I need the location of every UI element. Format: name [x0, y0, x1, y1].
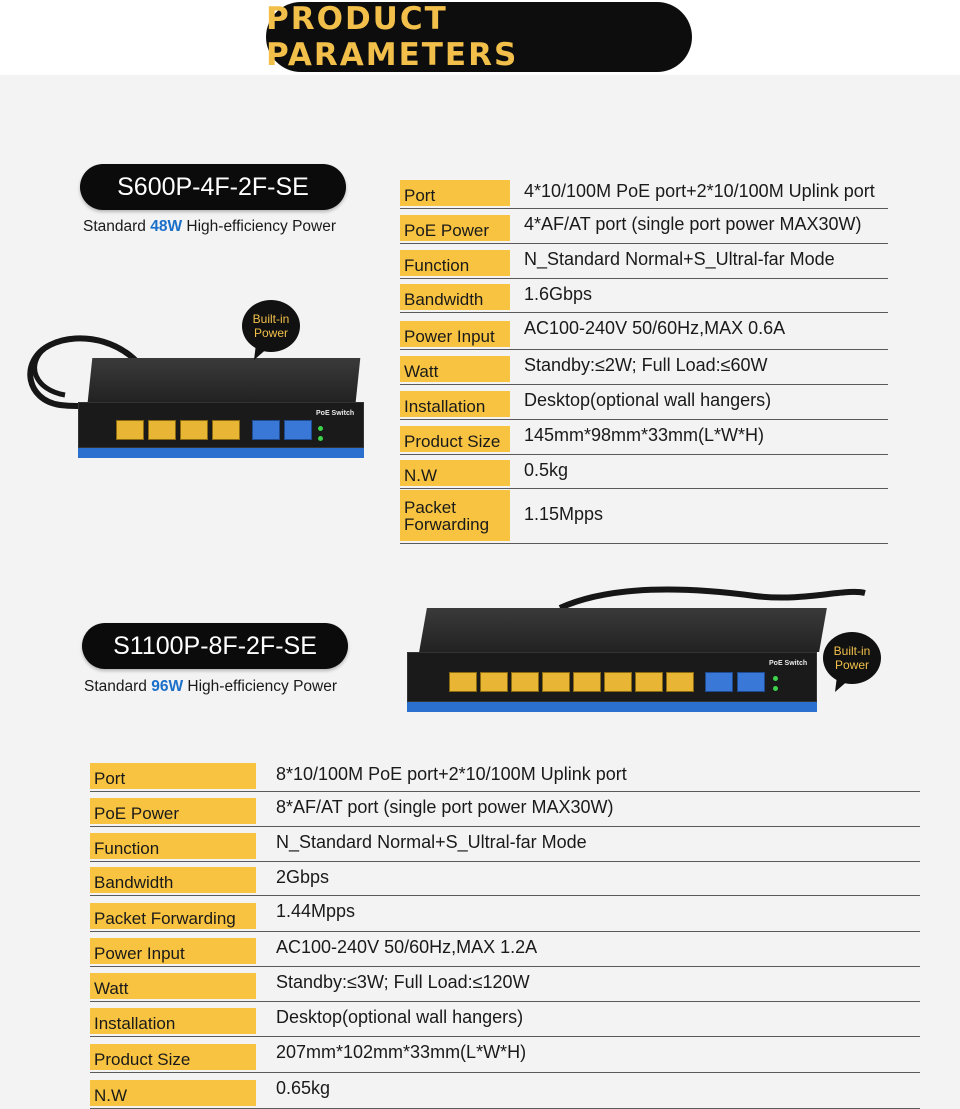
spec-value: 1.6Gbps — [524, 284, 593, 304]
power-subtitle-s1100p — [84, 678, 337, 696]
spec-label: Watt — [90, 973, 256, 999]
poe-port-2 — [480, 672, 508, 692]
poe-port-4 — [542, 672, 570, 692]
switch-base-strip — [407, 702, 817, 712]
switch-image-s1100p — [405, 578, 885, 718]
poe-port-7 — [635, 672, 663, 692]
spec-row — [90, 758, 920, 792]
spec-label: Product Size — [400, 426, 510, 452]
spec-label: Packet Forwarding — [400, 490, 510, 541]
switch-base-strip — [78, 448, 364, 458]
bubble-line-1: Built-in — [252, 312, 290, 326]
spec-label: Watt — [400, 356, 510, 382]
spec-table-s1100p — [90, 758, 920, 1104]
spec-row — [90, 1001, 920, 1037]
watts-value: 96W — [151, 678, 184, 695]
uplink-port-6 — [284, 420, 312, 440]
spec-label: Function — [400, 250, 510, 276]
spec-row — [90, 826, 920, 862]
spec-value: 2Gbps — [276, 867, 330, 887]
spec-label: Port — [90, 763, 256, 789]
led-s-icon — [773, 676, 778, 681]
spec-row — [90, 791, 920, 827]
spec-value: Desktop(optional wall hangers) — [276, 1007, 524, 1027]
spec-label: Packet Forwarding — [90, 903, 256, 929]
spec-value: 4*AF/AT port (single port power MAX30W) — [524, 214, 862, 234]
spec-label: PoE Power — [400, 215, 510, 241]
led-s-icon — [318, 426, 323, 431]
bubble-line-1: Built-in — [833, 644, 871, 658]
spec-row — [90, 966, 920, 1002]
spec-value: AC100-240V 50/60Hz,MAX 0.6A — [524, 318, 786, 338]
device-brand-label: PoE Switch — [316, 410, 355, 417]
model-badge-s600p: S600P-4F-2F-SE — [80, 164, 346, 210]
spec-row — [400, 243, 888, 279]
spec-value: Standby:≤2W; Full Load:≤60W — [524, 355, 768, 375]
poe-port-1 — [116, 420, 144, 440]
spec-value: 145mm*98mm*33mm(L*W*H) — [524, 425, 765, 445]
page-title: PRODUCT PARAMETERS — [266, 2, 692, 72]
switch-top-panel — [88, 358, 361, 402]
spec-label: Installation — [90, 1008, 256, 1034]
poe-port-2 — [148, 420, 176, 440]
bubble-tail-icon — [252, 344, 272, 360]
poe-port-4 — [212, 420, 240, 440]
spec-row — [400, 488, 888, 544]
spec-row — [90, 1072, 920, 1109]
uplink-port-5 — [252, 420, 280, 440]
spec-row — [400, 384, 888, 420]
spec-row — [400, 419, 888, 455]
model-badge-s1100p: S1100P-8F-2F-SE — [82, 623, 348, 669]
spec-row — [400, 312, 888, 350]
spec-value: AC100-240V 50/60Hz,MAX 1.2A — [276, 937, 538, 957]
poe-port-6 — [604, 672, 632, 692]
subtitle-prefix: Standard — [84, 678, 152, 695]
spec-value: 8*10/100M PoE port+2*10/100M Uplink port — [276, 764, 627, 784]
watts-value: 48W — [150, 218, 183, 235]
switch-top-panel — [419, 608, 827, 652]
spec-label: Bandwidth — [90, 867, 256, 893]
poe-port-5 — [573, 672, 601, 692]
spec-row — [90, 931, 920, 967]
uplink-port-9 — [705, 672, 733, 692]
spec-label: Product Size — [90, 1044, 256, 1070]
spec-row — [400, 349, 888, 385]
spec-row — [90, 1036, 920, 1073]
spec-row — [400, 175, 888, 209]
spec-row — [400, 454, 888, 489]
device-brand-label: PoE Switch — [769, 660, 808, 667]
power-subtitle-s600p — [83, 218, 336, 236]
subtitle-suffix: High-efficiency Power — [183, 678, 338, 695]
switch-image-s600p — [20, 300, 365, 470]
spec-value: Desktop(optional wall hangers) — [524, 390, 772, 410]
spec-value: 1.44Mpps — [276, 901, 356, 921]
spec-label: N.W — [400, 460, 510, 486]
spec-label: Function — [90, 833, 256, 859]
led-p-icon — [318, 436, 323, 441]
spec-table-s600p — [400, 175, 888, 543]
spec-value: N_Standard Normal+S_Ultral-far Mode — [276, 832, 587, 852]
spec-value: N_Standard Normal+S_Ultral-far Mode — [524, 249, 835, 269]
spec-label: PoE Power — [90, 798, 256, 824]
led-p-icon — [773, 686, 778, 691]
spec-label: Port — [400, 180, 510, 206]
bubble-line-2: Power — [834, 658, 869, 672]
spec-value: 8*AF/AT port (single port power MAX30W) — [276, 797, 614, 817]
spec-value: 0.5kg — [524, 460, 569, 480]
spec-value: 0.65kg — [276, 1078, 331, 1098]
uplink-port-10 — [737, 672, 765, 692]
bubble-line-2: Power — [253, 326, 288, 340]
spec-label: Installation — [400, 391, 510, 417]
bubble-tail-icon — [833, 676, 853, 692]
spec-row — [90, 861, 920, 896]
spec-value: 4*10/100M PoE port+2*10/100M Uplink port — [524, 181, 875, 201]
spec-value: 1.15Mpps — [524, 503, 604, 524]
spec-label: Power Input — [400, 321, 510, 347]
spec-label: Power Input — [90, 938, 256, 964]
spec-value: Standby:≤3W; Full Load:≤120W — [276, 972, 530, 992]
spec-row — [400, 208, 888, 244]
poe-port-1 — [449, 672, 477, 692]
subtitle-prefix: Standard — [83, 218, 151, 235]
spec-row — [400, 278, 888, 313]
poe-port-3 — [511, 672, 539, 692]
spec-row — [90, 895, 920, 932]
subtitle-suffix: High-efficiency Power — [182, 218, 337, 235]
poe-port-3 — [180, 420, 208, 440]
spec-label: N.W — [90, 1080, 256, 1106]
poe-port-8 — [666, 672, 694, 692]
spec-label: Bandwidth — [400, 284, 510, 310]
spec-value: 207mm*102mm*33mm(L*W*H) — [276, 1042, 527, 1062]
